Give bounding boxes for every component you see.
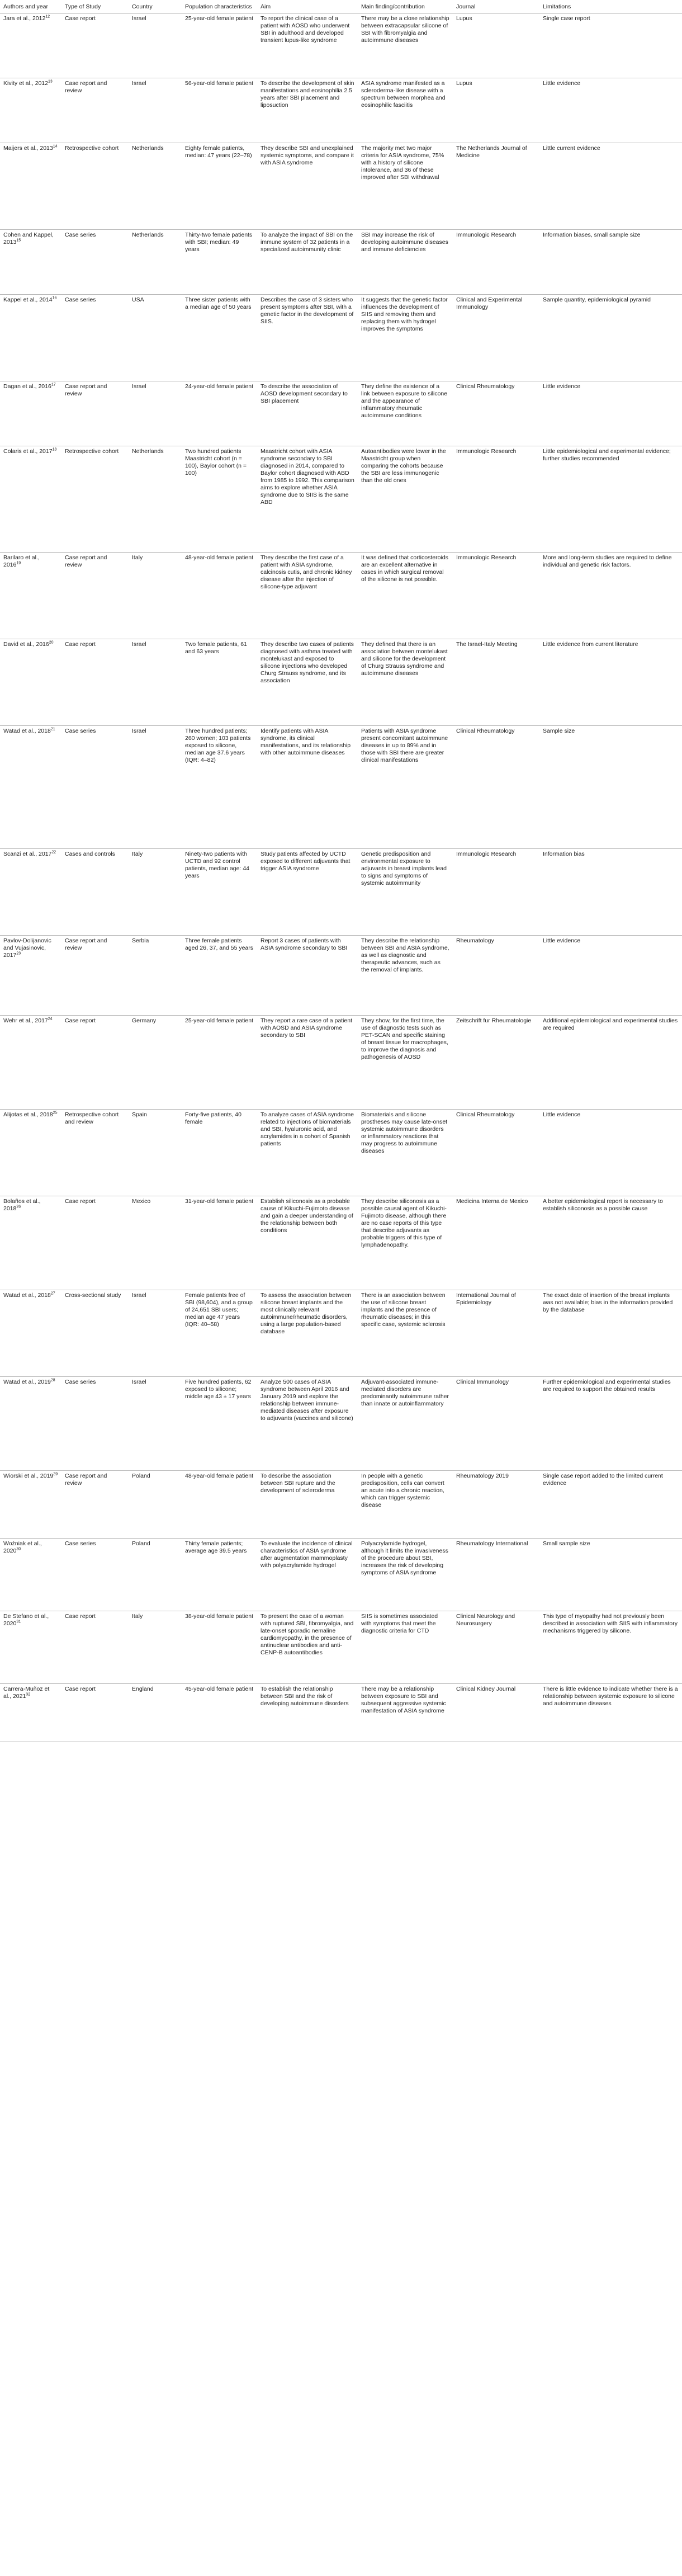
header-journal: Journal [453,0,539,13]
author-text: Watad et al., 2018 [3,1292,51,1299]
cell-finding: ASIA syndrome manifested as a scleroderma-like disease with a spectrum between morphea and eosinophilic fasciitis [358,78,453,143]
reference-number[interactable]: 26 [16,1205,21,1209]
table-row [0,1611,682,1684]
cell-country: Germany [129,1016,182,1110]
cell-aim: Analyze 500 cases of ASIA syndrome between April 2016 and January 2019 and explore the relationship between immune-mediated diseases after exposure to adjuvants (vaccines and silicone) [257,1377,358,1471]
cell-country: Poland [129,1539,182,1611]
cell-population: 48-year-old female patient [182,553,257,639]
cell-journal: Immunologic Research [453,553,539,639]
cell-aim: Identify patients with ASIA syndrome, its clinical manifestations, and its relationship with other autoimmune diseases [257,726,358,849]
cell-population: 25-year-old female patient [182,1016,257,1110]
cell-country: Israel [129,639,182,726]
table-row [0,726,682,849]
table-header [0,0,682,13]
cell-journal: Immunologic Research [453,446,539,553]
cell-limitations: A better epidemiological report is necessary to establish siliconosis as a possible cause [539,1196,682,1290]
header-finding: Main finding/contribution [358,0,453,13]
cell-aim: They describe SBI and unexplained systemic symptoms, and compare it with ASIA syndrome [257,143,358,230]
table-row [0,1016,682,1110]
table-row [0,381,682,446]
cell-aim: To evaluate the incidence of clinical characteristics of ASIA syndrome after augmentation mammoplasty with polyacrylamide hydrogel [257,1539,358,1611]
cell-finding: It was defined that corticosteroids are an excellent alternative in cases in which surgical removal of the silicone is not possible. [358,553,453,639]
cell-aim: To describe the association between SBI rupture and the development of scleroderma [257,1471,358,1539]
reference-number[interactable]: 15 [16,238,21,243]
reference-number[interactable]: 25 [53,1111,58,1115]
cell-author [0,1539,61,1611]
cell-author [0,78,61,143]
author-text: Kivity et al., 2012 [3,80,48,87]
cell-population: 38-year-old female patient [182,1611,257,1684]
cell-type: Case series [61,726,129,849]
cell-country: USA [129,295,182,381]
cell-finding: There may be a close relationship between extracapsular silicone of SBI with fibromyalgia and autoimmune diseases [358,13,453,78]
cell-author [0,381,61,446]
cell-author [0,1611,61,1684]
cell-finding: Patients with ASIA syndrome present concomitant autoimmune diseases in up to 89% and in those with SBI there are greater clinical manifestations [358,726,453,849]
table-row [0,849,682,936]
table-row [0,1110,682,1196]
cell-finding: Autoantibodies were lower in the Maastricht group when comparing the cohorts because the SBI are less immunogenic than the old ones [358,446,453,553]
cell-type: Case report [61,1684,129,1742]
cell-finding: They describe siliconosis as a possible causal agent of Kikuchi-Fujimoto disease, although there are no case reports of this type that describe adjuvants as probable triggers of this type of lymphadenopathy. [358,1196,453,1290]
reference-number[interactable]: 17 [51,383,56,387]
reference-number[interactable]: 21 [50,727,55,732]
cell-finding: They define the existence of a link between exposure to silicone and the appearance of inflammatory rheumatic autoimmune conditions [358,381,453,446]
cell-author [0,726,61,849]
table-row [0,1539,682,1611]
cell-limitations: Little epidemiological and experimental evidence; further studies recommended [539,446,682,553]
cell-limitations: Single case report added to the limited current evidence [539,1471,682,1539]
cell-aim: They report a rare case of a patient with AOSD and ASIA syndrome secondary to SBI [257,1016,358,1110]
cell-finding: The majority met two major criteria for ASIA syndrome, 75% with a history of silicone intolerance, and 36 of these improved after SBI withdrawal [358,143,453,230]
cell-finding: In people with a genetic predisposition, cells can convert an acute into a chronic reaction, which can trigger systemic disease [358,1471,453,1539]
cell-limitations: Single case report [539,13,682,78]
cell-limitations: Little evidence [539,78,682,143]
cell-aim: To assess the association between silicone breast implants and the most clinically relevant autoimmune/rheumatic disorders, using a large population-based database [257,1290,358,1377]
reference-number[interactable]: 12 [45,15,50,19]
reference-number[interactable]: 31 [16,1620,21,1624]
cell-country: Israel [129,726,182,849]
cell-type: Case report [61,1196,129,1290]
cell-aim: Maastricht cohort with ASIA syndrome secondary to SBI diagnosed in 2014, compared to Baylor cohort diagnosed with ABD from 1985 to 1992. This comparison aims to explore whether ASIA syndrome due to SIIS is the same ABD [257,446,358,553]
cell-country: Italy [129,849,182,936]
author-text: Carrera-Muñoz et al., 2021 [3,1686,50,1700]
cell-journal: Clinical and Experimental Immunology [453,295,539,381]
cell-aim: They describe the first case of a patient with ASIA syndrome, calcinosis cutis, and chronic kidney disease after the injection of silicone-type adjuvant [257,553,358,639]
cell-type: Case series [61,1539,129,1611]
cell-limitations: The exact date of insertion of the breast implants was not available; bias in the information provided by the database [539,1290,682,1377]
reference-number[interactable]: 24 [48,1017,53,1021]
cell-aim: Describes the case of 3 sisters who present symptoms after SBI, with a genetic factor in the development of SIIS. [257,295,358,381]
cell-country: Italy [129,1611,182,1684]
header-type: Type of Study [61,0,129,13]
cell-aim: To analyze cases of ASIA syndrome related to injections of biomaterials and SBI, hyaluronic acid, and acrylamides in a cohort of Spanish patients [257,1110,358,1196]
cell-country: Israel [129,13,182,78]
cell-population: 31-year-old female patient [182,1196,257,1290]
cell-journal: Lupus [453,78,539,143]
cell-country: Poland [129,1471,182,1539]
author-text: Jara et al., 2012 [3,15,46,22]
table-row [0,1684,682,1742]
cell-type: Case report [61,13,129,78]
author-text: De Stefano et al., 2020 [3,1613,49,1627]
reference-number[interactable]: 23 [16,951,21,956]
cell-population: Eighty female patients, median: 47 years (22–78) [182,143,257,230]
cell-country: Netherlands [129,446,182,553]
cell-journal: Clinical Rheumatology [453,1110,539,1196]
cell-finding: There may be a relationship between exposure to SBI and subsequent aggressive systemic manifestation of ASIA syndrome [358,1684,453,1742]
cell-country: Netherlands [129,143,182,230]
reference-number[interactable]: 20 [49,640,54,645]
author-text: Watad et al., 2019 [3,1379,51,1385]
cell-journal: Rheumatology [453,936,539,1016]
author-text: David et al., 2016 [3,641,49,648]
cell-type: Case series [61,1377,129,1471]
cell-limitations: Little evidence [539,936,682,1016]
cell-finding: They describe the relationship between SBI and ASIA syndrome, as well as diagnostic and therapeutic advances, such as the removal of implants. [358,936,453,1016]
cell-population: 48-year-old female patient [182,1471,257,1539]
table-row [0,1471,682,1539]
author-text: Alijotas et al., 2018 [3,1111,53,1118]
cell-limitations: Information biases, small sample size [539,230,682,295]
header-limitations: Limitations [539,0,682,13]
cell-limitations: Sample size [539,726,682,849]
cell-type: Case report and review [61,381,129,446]
cell-journal: Clinical Rheumatology [453,381,539,446]
table-row [0,446,682,553]
cell-country: Netherlands [129,230,182,295]
cell-country: Israel [129,78,182,143]
cell-population: Thirty female patients; average age 39.5 years [182,1539,257,1611]
cell-author [0,143,61,230]
cell-aim: To report the clinical case of a patient with AOSD who underwent SBI in adulthood and developed transient lupus-like syndrome [257,13,358,78]
cell-limitations: More and long-term studies are required to define individual and genetic risk factors. [539,553,682,639]
cell-country: Spain [129,1110,182,1196]
cell-population: Three hundred patients; 260 women; 103 patients exposed to silicone, median age 37.6 years (IQR: 4–82) [182,726,257,849]
author-text: Barilaro et al., 2016 [3,554,40,568]
table-row [0,936,682,1016]
cell-country: Italy [129,553,182,639]
cell-type: Retrospective cohort [61,446,129,553]
cell-aim: They describe two cases of patients diagnosed with asthma treated with montelukast and exposed to silicone injections who developed Churg Strauss syndrome, and its association [257,639,358,726]
author-text: Colaris et al., 2017 [3,448,53,455]
cell-aim: Study patients affected by UCTD exposed to different adjuvants that trigger ASIA syndrome [257,849,358,936]
author-text: Cohen and Kappel, 2013 [3,232,54,246]
cell-finding: There is an association between the use of silicone breast implants and the presence of rheumatic diseases; in this specific case, systemic sclerosis [358,1290,453,1377]
cell-country: England [129,1684,182,1742]
cell-finding: Adjuvant-associated immune-mediated disorders are predominantly autoimmune rather than innate or autoinflammatory [358,1377,453,1471]
cell-limitations: Little evidence [539,381,682,446]
cell-author [0,639,61,726]
table-row [0,143,682,230]
cell-journal: Clinical Rheumatology [453,726,539,849]
cell-limitations: Information bias [539,849,682,936]
cell-author [0,295,61,381]
cell-limitations: Little evidence from current literature [539,639,682,726]
cell-limitations: Little current evidence [539,143,682,230]
cell-type: Retrospective cohort and review [61,1110,129,1196]
cell-aim: To establish the relationship between SBI and the risk of developing autoimmune disorders [257,1684,358,1742]
cell-journal: Rheumatology 2019 [453,1471,539,1539]
reference-number[interactable]: 27 [50,1291,55,1296]
header-aim: Aim [257,0,358,13]
cell-population: 24-year-old female patient [182,381,257,446]
cell-author [0,1290,61,1377]
cell-journal: Medicina Interna de Mexico [453,1196,539,1290]
cell-aim: To analyze the impact of SBI on the immune system of 32 patients in a specialized autoimmunity clinic [257,230,358,295]
author-text: Dagan et al., 2016 [3,383,51,390]
reference-number[interactable]: 14 [53,144,58,149]
header-authors: Authors and year [0,0,61,13]
cell-journal: Clinical Immunology [453,1377,539,1471]
cell-population: Two hundred patients Maastricht cohort (n = 100), Baylor cohort (n = 100) [182,446,257,553]
table-row [0,230,682,295]
cell-finding: SIIS is sometimes associated with symptoms that meet the diagnostic criteria for CTD [358,1611,453,1684]
cell-limitations: This type of myopathy had not previously been described in association with SIIS with inflammatory mechanisms triggered by silicone. [539,1611,682,1684]
cell-type: Cases and controls [61,849,129,936]
reference-number[interactable]: 18 [52,447,57,452]
cell-author [0,1684,61,1742]
header-population: Population characteristics [182,0,257,13]
cell-journal: Clinical Neurology and Neurosurgery [453,1611,539,1684]
table-row [0,1196,682,1290]
reference-number[interactable]: 22 [51,850,56,855]
cell-population: Forty-five patients, 40 female [182,1110,257,1196]
cell-journal: Immunologic Research [453,849,539,936]
author-text: Pavlov-Dolijanovic and Vujasinovic, 2017 [3,937,51,959]
cell-type: Case report [61,1611,129,1684]
cell-journal: Immunologic Research [453,230,539,295]
cell-journal: International Journal of Epidemiology [453,1290,539,1377]
reference-number[interactable]: 19 [16,561,21,565]
cell-finding: SBI may increase the risk of developing autoimmune diseases and immune deficiencies [358,230,453,295]
cell-aim: Establish siliconosis as a probable cause of Kikuchi-Fujimoto disease and gain a deeper understanding of the relationship between both conditions [257,1196,358,1290]
cell-limitations: There is little evidence to indicate whether there is a relationship between systemic exposure to silicone and autoimmune diseases [539,1684,682,1742]
cell-population: 45-year-old female patient [182,1684,257,1742]
cell-finding: It suggests that the genetic factor influences the development of SIIS and removing them and replacing them with hydrogel improves the symptoms [358,295,453,381]
cell-finding: Polyacrylamide hydrogel, although it limits the invasiveness of the procedure about SBI, increases the risk of developing symptoms of ASIA syndrome [358,1539,453,1611]
table-body [0,13,682,1742]
cell-author [0,1110,61,1196]
cell-type: Case report [61,1016,129,1110]
cell-type: Case series [61,295,129,381]
table-row [0,295,682,381]
table-row [0,1290,682,1377]
reference-number[interactable]: 32 [26,1692,31,1697]
cell-aim: To present the case of a woman with ruptured SBI, fibromyalgia, and late-onset sporadic nemaline cardiomyopathy, in the presence of antinuclear antibodies and anti-CENP-B autoantibodies [257,1611,358,1684]
cell-journal: The Israel-Italy Meeting [453,639,539,726]
cell-type: Cross-sectional study [61,1290,129,1377]
author-text: Bolaños et al., 2018 [3,1198,41,1212]
reference-number[interactable]: 29 [53,1472,58,1476]
cell-author [0,849,61,936]
cell-finding: They show, for the first time, the use of diagnostic tests such as PET-SCAN and specific staining of breast tissue for macrophages, to improve the diagnosis and pathogenesis of AOSD [358,1016,453,1110]
author-text: Wiorski et al., 2019 [3,1473,54,1479]
reference-number[interactable]: 28 [50,1378,55,1383]
cell-author [0,1471,61,1539]
cell-finding: They defined that there is an association between montelukast and silicone for the development of Churg Strauss syndrome and autoimmune diseases [358,639,453,726]
author-text: Scanzi et al., 2017 [3,851,52,857]
cell-country: Israel [129,1290,182,1377]
cell-journal: The Netherlands Journal of Medicine [453,143,539,230]
cell-aim: Report 3 cases of patients with ASIA syndrome secondary to SBI [257,936,358,1016]
cell-author [0,446,61,553]
author-text: Wehr et al., 2017 [3,1017,48,1024]
cell-author [0,1377,61,1471]
reference-number[interactable]: 30 [16,1547,21,1551]
cell-population: Three sister patients with a median age of 50 years [182,295,257,381]
cell-population: Two female patients, 61 and 63 years [182,639,257,726]
cell-aim: To describe the development of skin manifestations and eosinophilia 2.5 years after SBI placement and liposuction [257,78,358,143]
cell-author [0,230,61,295]
cell-population: Five hundred patients, 62 exposed to silicone; middle age 43 ± 17 years [182,1377,257,1471]
cell-author [0,936,61,1016]
cell-journal: Rheumatology International [453,1539,539,1611]
cell-country: Mexico [129,1196,182,1290]
author-text: Kappel et al., 2014 [3,296,53,303]
table-row [0,553,682,639]
cell-finding: Genetic predisposition and environmental exposure to adjuvants in breast implants lead to signs and symptoms of systemic autoimmunity [358,849,453,936]
cell-country: Israel [129,1377,182,1471]
cell-population: Thirty-two female patients with SBI; median: 49 years [182,230,257,295]
cell-journal: Lupus [453,13,539,78]
cell-author [0,13,61,78]
header-country: Country [129,0,182,13]
reference-number[interactable]: 16 [52,296,57,300]
table-row [0,639,682,726]
cell-type: Case report [61,639,129,726]
cell-type: Case series [61,230,129,295]
table-row [0,1377,682,1471]
cell-population: Three female patients aged 26, 37, and 55 years [182,936,257,1016]
cell-type: Case report and review [61,1471,129,1539]
cell-country: Israel [129,381,182,446]
cell-journal: Clinical Kidney Journal [453,1684,539,1742]
cell-author [0,1016,61,1110]
cell-limitations: Additional epidemiological and experimental studies are required [539,1016,682,1110]
table-row [0,78,682,143]
cell-author [0,553,61,639]
cell-author [0,1196,61,1290]
author-text: Watad et al., 2018 [3,728,51,734]
cell-limitations: Small sample size [539,1539,682,1611]
reference-number[interactable]: 13 [48,79,53,84]
cell-type: Case report and review [61,78,129,143]
cell-population: Female patients free of SBI (98,604), and a group of 24,651 SBI users; median age 47 years (IQR: 40–58) [182,1290,257,1377]
author-text: Maijers et al., 2013 [3,145,53,152]
cell-population: 25-year-old female patient [182,13,257,78]
cell-aim: To describe the association of AOSD development secondary to SBI placement [257,381,358,446]
table-row [0,13,682,78]
cell-type: Case report and review [61,553,129,639]
cell-population: 56-year-old female patient [182,78,257,143]
author-text: Woźniak et al., 2020 [3,1540,42,1554]
cell-population: Ninety-two patients with UCTD and 92 control patients, median age: 44 years [182,849,257,936]
cell-limitations: Sample quantity, epidemiological pyramid [539,295,682,381]
header-row [0,0,682,13]
cell-finding: Biomaterials and silicone prostheses may cause late-onset systemic autoimmune disorders or inflammatory reactions that may progress to autoimmune diseases [358,1110,453,1196]
cell-type: Case report and review [61,936,129,1016]
cell-limitations: Little evidence [539,1110,682,1196]
cell-limitations: Further epidemiological and experimental studies are required to support the obtained results [539,1377,682,1471]
cell-country: Serbia [129,936,182,1016]
cell-type: Retrospective cohort [61,143,129,230]
cell-journal: Zeitschrift fur Rheumatologie [453,1016,539,1110]
